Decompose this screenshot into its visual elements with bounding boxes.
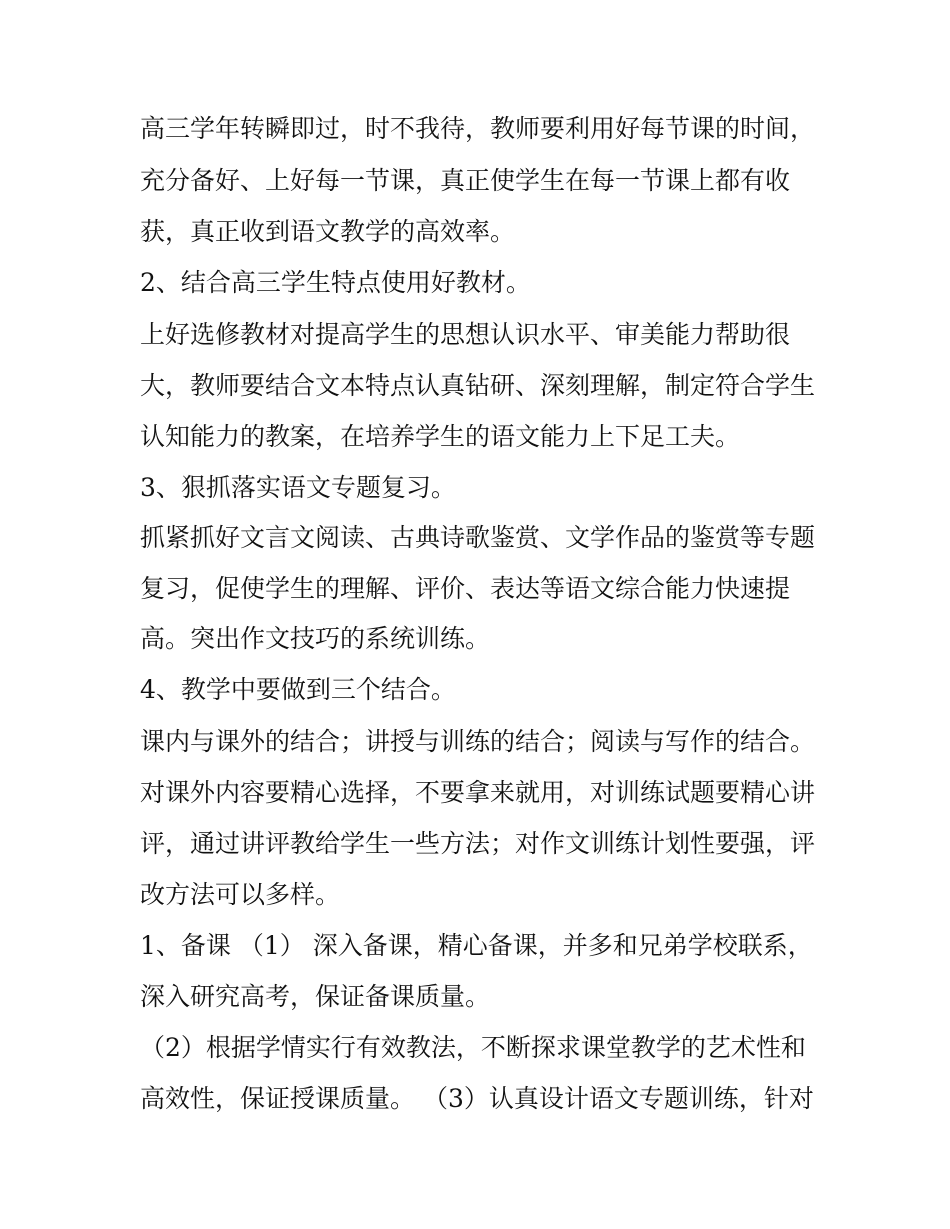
paragraph-line: 复习，促使学生的理解、评价、表达等语文综合能力快速提 <box>140 574 791 603</box>
paragraph-line: 认知能力的教案，在培养学生的语文能力上下足工夫。 <box>140 422 741 451</box>
paragraph-line: 深入研究高考，保证备课质量。 <box>140 982 491 1011</box>
paragraph-line: 获，真正收到语文教学的高效率。 <box>140 217 516 246</box>
section-heading: 2、结合高三学生特点使用好教材。 <box>140 268 531 297</box>
paragraph-line: 1、备课 （1） 深入备课，精心备课，并多和兄弟学校联系， <box>140 931 813 960</box>
section-heading: 3、狠抓落实语文专题复习。 <box>140 473 456 502</box>
paragraph-line: 高三学年转瞬即过，时不我待，教师要利用好每节课的时间， <box>140 114 816 143</box>
paragraph-line: 上好选修教材对提高学生的思想认识水平、审美能力帮助很 <box>140 320 791 349</box>
paragraph-line: 大，教师要结合文本特点认真钻研、深刻理解，制定符合学生 <box>140 371 816 400</box>
paragraph-line: 改方法可以多样。 <box>140 880 341 909</box>
paragraph-line: 评，通过讲评教给学生一些方法；对作文训练计划性要强，评 <box>140 829 816 858</box>
paragraph-line: 抓紧抓好文言文阅读、古典诗歌鉴赏、文学作品的鉴赏等专题 <box>140 523 816 552</box>
paragraph-line: 充分备好、上好每一节课，真正使学生在每一节课上都有收 <box>140 166 791 195</box>
paragraph-line: 课内与课外的结合；讲授与训练的结合；阅读与写作的结合。 <box>140 727 816 756</box>
paragraph-line: 高。突出作文技巧的系统训练。 <box>140 624 491 653</box>
paragraph-line: 高效性，保证授课质量。 （3）认真设计语文专题训练，针对 <box>140 1084 814 1113</box>
section-heading: 4、教学中要做到三个结合。 <box>140 675 456 704</box>
paragraph-line: （2）根据学情实行有效教法，不断探求课堂教学的艺术性和 <box>140 1033 806 1062</box>
paragraph-line: 对课外内容要精心选择，不要拿来就用，对训练试题要精心讲 <box>140 778 816 807</box>
